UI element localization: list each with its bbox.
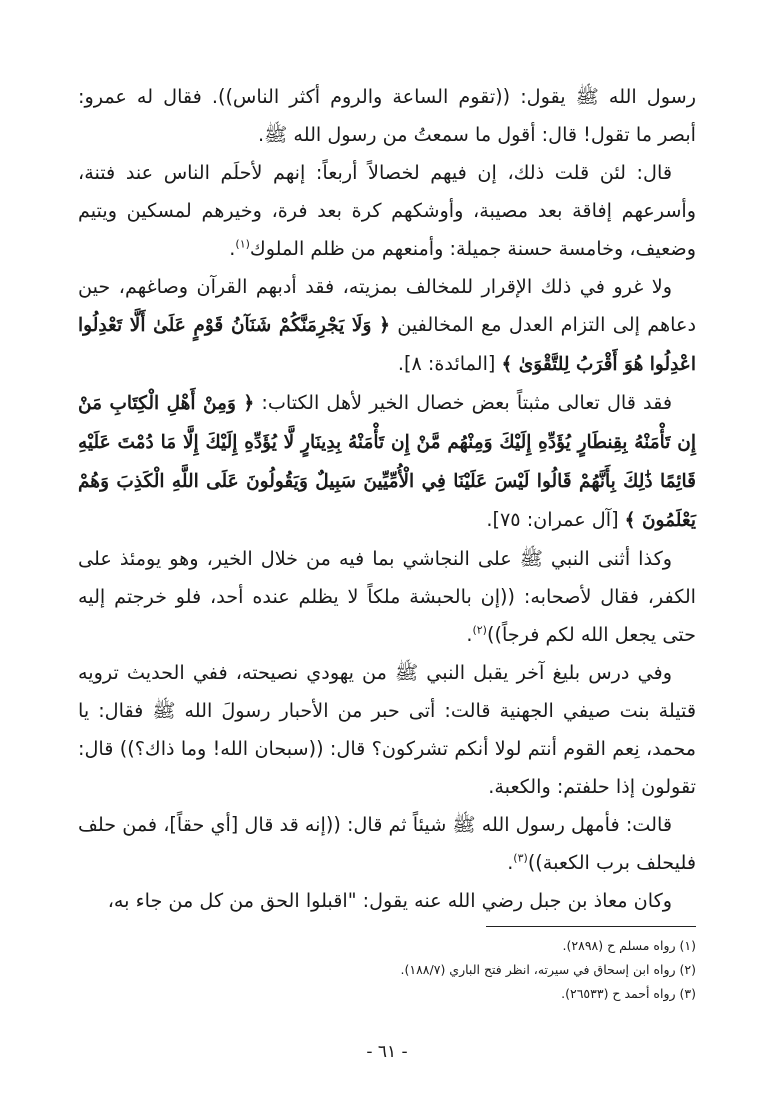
body-text: [78, 78, 696, 920]
paragraph: [78, 268, 696, 384]
footnotes: [78, 934, 696, 1006]
paragraph-text: قالت: فأمهل رسول الله ﷺ شيئاً ثم قال: ((إنه قد قال [أي حقاً]، فمن حلف فليحلف برب الكعبة)): [78, 813, 696, 874]
page-number: - ٦١ -: [366, 1042, 408, 1062]
paragraph: [78, 384, 696, 540]
paragraph-text: وفي درس بليغ آخر يقبل النبي ﷺ من يهودي نصيحته، ففي الحديث ترويه قتيلة بنت صيفي الجهنية قالت: أتى حبر من الأحبار رسولَ الله ﷺ فقال: يا محمد، نِعم القوم أنتم لولا أنكم تشركون؟ قال: ((سبحان الله! وما ذاك؟)) قال: تقولون إذا حلفتم: والكعبة.: [78, 661, 696, 798]
quran-verse: ﴿ وَمِنْ أَهْلِ الْكِتَابِ مَنْ إِن تَأْمَنْهُ بِقِنطَارٍ يُؤَدِّهِ إِلَيْكَ وَمِنْهُم مَّنْ إِن تَأْمَنْهُ بِدِينَارٍ لَّا يُؤَدِّهِ إِلَيْكَ إِلَّا مَا دُمْتَ عَلَيْهِ قَائِمًا ذَٰلِكَ بِأَنَّهُمْ قَالُوا لَيْسَ عَلَيْنَا فِي الْأُمِّيِّينَ سَبِيلٌ وَيَقُولُونَ عَلَى اللَّهِ الْكَذِبَ وَهُمْ يَعْلَمُونَ ﴾: [78, 393, 696, 531]
paragraph-text: وكذا أثنى النبي ﷺ على النجاشي بما فيه من خلال الخير، وهو يومئذ على الكفر، فقال لأصحابه: ((إن بالحبشة ملكاً لا يظلم عنده أحد، فلو خرجتم إليه حتى يجعل الله لكم فرجاً)): [78, 547, 696, 646]
book-page: [78, 78, 696, 1078]
paragraph-text: [المائدة: ٨].: [397, 352, 502, 375]
footnote-2: (٢) رواه ابن إسحاق في سيرته، انظر فتح الباري (١٨٨/٧).: [400, 962, 696, 977]
paragraph: [78, 654, 696, 806]
paragraph-text: رسول الله ﷺ يقول: ((تقوم الساعة والروم أكثر الناس)). فقال له عمرو: أبصر ما تقول! قال: أقول ما سمعتُ من رسول الله ﷺ.: [78, 85, 696, 146]
footnote-separator: [486, 926, 696, 927]
paragraph: [78, 806, 696, 882]
paragraph: [78, 78, 696, 154]
paragraph: [78, 154, 696, 268]
paragraph-text: [آل عمران: ٧٥].: [486, 508, 625, 531]
quran-verse: ﴿ وَلَا يَجْرِمَنَّكُمْ شَنَآنُ قَوْمٍ عَلَىٰ أَلَّا تَعْدِلُوا اعْدِلُوا هُوَ أَقْرَبُ لِلتَّقْوَىٰ ﴾: [78, 315, 696, 375]
footnote-3: (٣) رواه أحمد ح (٢٦٥٣٣).: [561, 986, 696, 1001]
paragraph: [78, 882, 696, 920]
paragraph-text: .: [229, 237, 236, 260]
footnote-marker: (٣): [513, 851, 528, 865]
paragraph-text: قال: لئن قلت ذلك، إن فيهم لخصالاً أربعاً: إنهم لأحلَم الناس عند فتنة، وأسرعهم إفاقة بعد مصيبة، وأوشكهم كرة بعد فرة، وخيرهم لمسكين ويتيم وضعيف، وخامسة حسنة جميلة: وأمنعهم من ظلم الملوك: [78, 161, 696, 260]
paragraph-text: .: [507, 851, 514, 874]
footnote-1: (١) رواه مسلم ح (٢٨٩٨).: [562, 938, 696, 953]
paragraph-text: فقد قال تعالى مثبتاً بعض خصال الخير لأهل الكتاب:: [254, 391, 673, 414]
paragraph-text: وكان معاذ بن جبل رضي الله عنه يقول: "اقبلوا الحق من كل من جاء به،: [107, 889, 672, 912]
paragraph: [78, 540, 696, 654]
paragraph-text: ولا غرو في ذلك الإقرار للمخالف بمزيته، فقد أدبهم القرآن وصاغهم، حين دعاهم إلى التزام العدل مع المخالفين: [78, 275, 696, 336]
footnote-marker: (١): [235, 237, 250, 251]
paragraph-text: .: [466, 623, 473, 646]
footnote-marker: (٢): [472, 623, 487, 637]
